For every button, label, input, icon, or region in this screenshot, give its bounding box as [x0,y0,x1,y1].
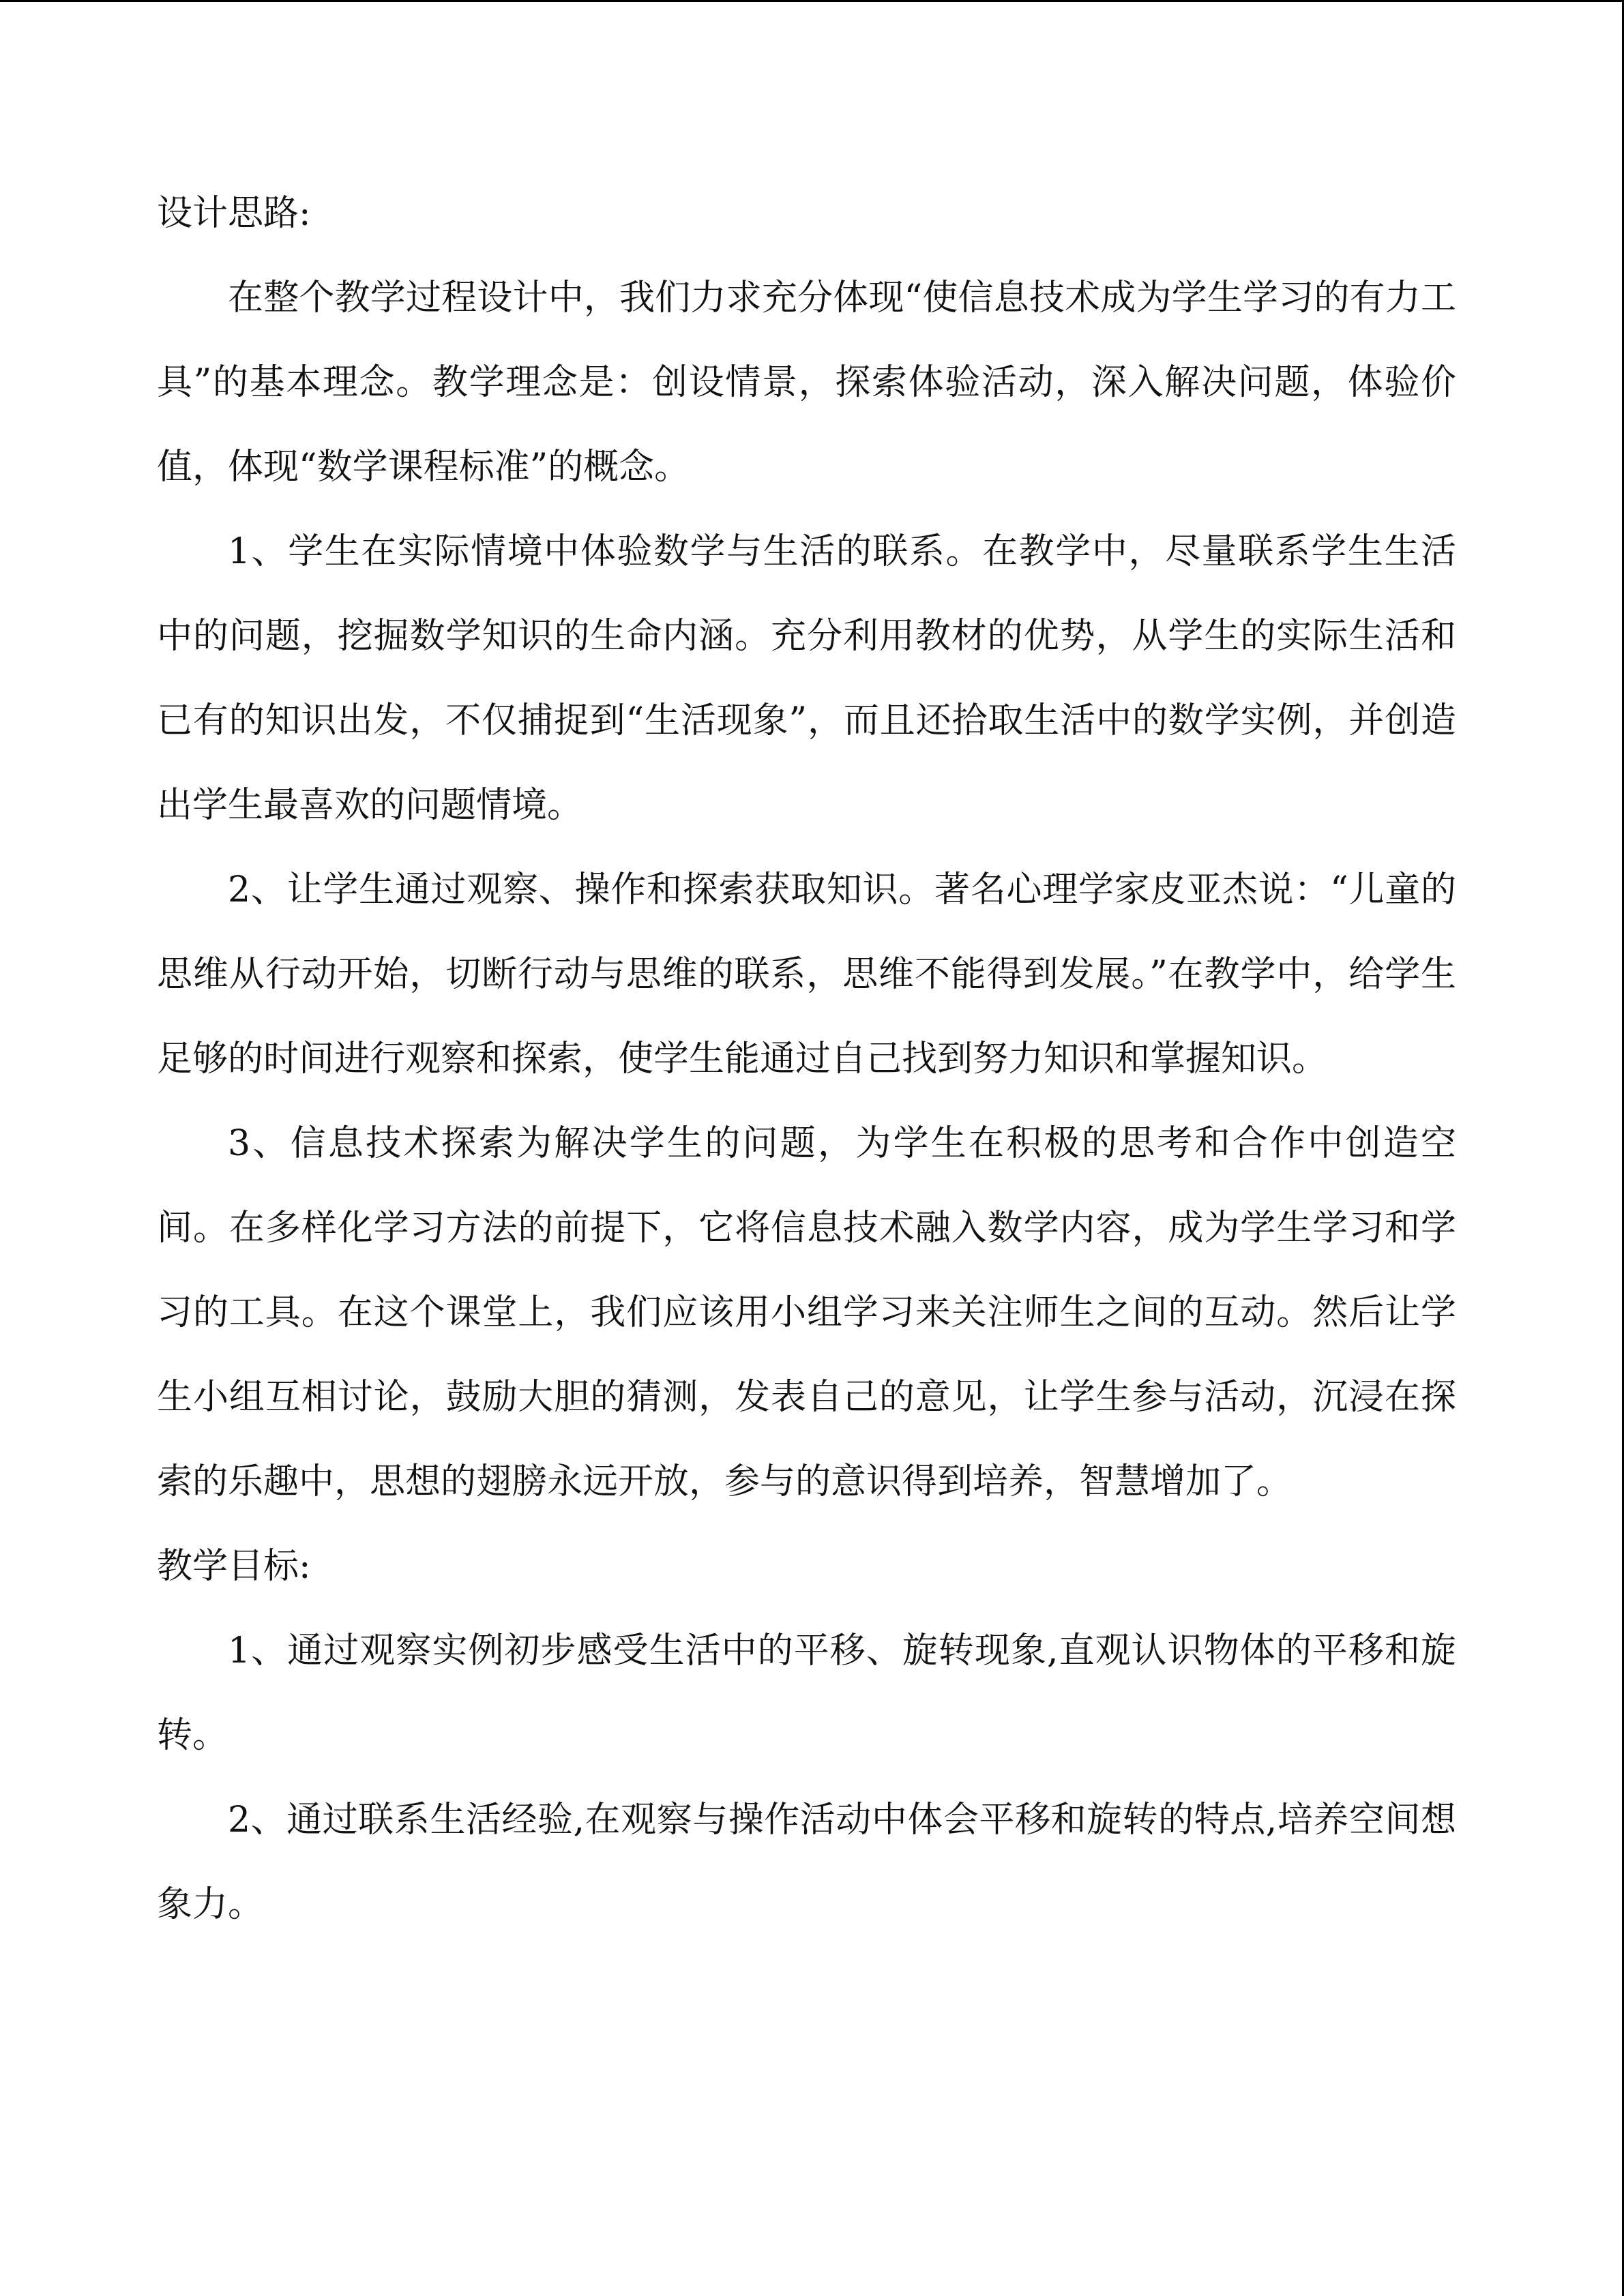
goal-item-1: 1、通过观察实例初步感受生活中的平移、旋转现象,直观认识物体的平移和旋转。 [157,1630,1456,1756]
paragraph-intro: 在整个教学过程设计中，我们力求充分体现“使信息技术成为学生学习的有力工具”的基本理念。教学理念是：创设情景，探索体验活动，深入解决问题，体验价值，体现“数学课程标准”的概念。 [157,278,1456,488]
paragraph-point-3: 3、信息技术探索为解决学生的问题，为学生在积极的思考和合作中创造空间。在多样化学习方法的前提下，它将信息技术融入数学内容，成为学生学习和学习的工具。在这个课堂上，我们应该用小组学习来关注师生之间的互动。然后让学生小组互相讨论，鼓励大胆的猜测，发表自己的意见，让学生参与活动，沉浸在探索的乐趣中，思想的翅膀永远开放，参与的意识得到培养，智慧增加了。 [157,1123,1456,1502]
paragraph-point-2: 2、让学生通过观察、操作和探索获取知识。著名心理学家皮亚杰说：“儿童的思维从行动开始，切断行动与思维的联系，思维不能得到发展。”在教学中，给学生足够的时间进行观察和探索，使学生能通过自己找到努力知识和掌握知识。 [157,869,1456,1079]
document-body [157,171,1456,1947]
goal-item-2: 2、通过联系生活经验,在观察与操作活动中体会平移和旋转的特点,培养空间想象力。 [157,1800,1456,1925]
section-heading-design: 设计思路: [157,193,311,234]
paragraph-point-1: 1、学生在实际情境中体验数学与生活的联系。在教学中，尽量联系学生生活中的问题，挖掘数学知识的生命内涵。充分利用教材的优势，从学生的实际生活和已有的知识出发，不仅捕捉到“生活现象”，而且还拾取生活中的数学实例，并创造出学生最喜欢的问题情境。 [157,531,1456,826]
section-heading-goals: 教学目标: [157,1546,311,1587]
